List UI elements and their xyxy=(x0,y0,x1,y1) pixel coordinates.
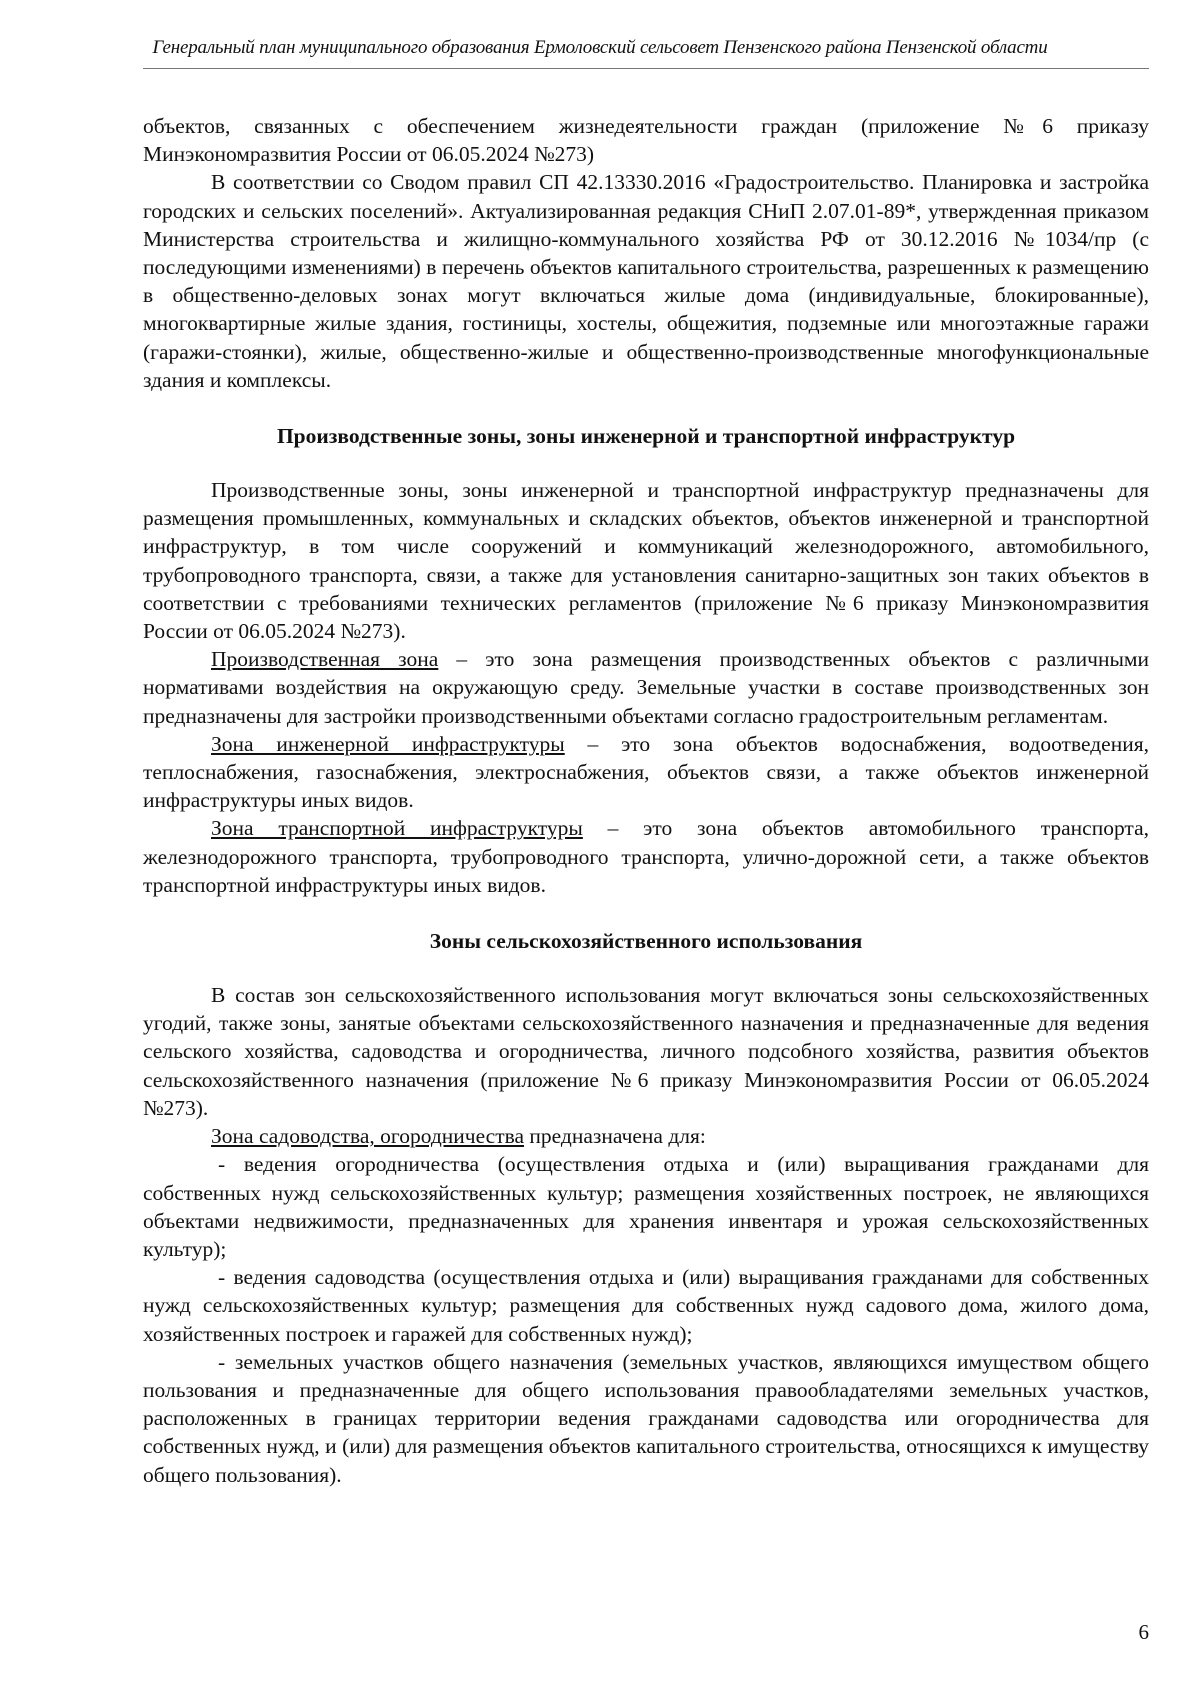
list-item: - ведения садоводства (осуществления отдыха и (или) выращивания гражданами для собственных нужд сельскохозяйственных культур; размещения для собственных нужд садового дома, жилого дома, хозяйственных построек и гаражей для собственных нужд); xyxy=(143,1265,1149,1346)
definition-text: предназначена для: xyxy=(524,1124,706,1149)
term-transport-zone: Зона транспортной инфраструктуры xyxy=(211,816,583,841)
paragraph-production-zone-definition xyxy=(143,645,1149,730)
paragraph-gardening-zone xyxy=(143,1122,1149,1150)
definition-text: – это зона размещения производственных объектов с различными нормативами воздействия на окружающую среду. Земельные участки в составе производственных зон предназначены для застройки производственными объектами согласно градостроительным регламентам. xyxy=(143,647,1150,728)
page-number: 6 xyxy=(1138,1620,1149,1644)
list-item: - ведения огородничества (осуществления отдыха и (или) выращивания гражданами для собственных нужд сельскохозяйственных культур; размещения хозяйственных построек, не являющихся объектами недвижимости, предназначенных для хранения инвентаря и урожая сельскохозяйственных культур); xyxy=(143,1152,1149,1261)
definition-text: – это зона объектов автомобильного транспорта, железнодорожного транспорта, трубопроводного транспорта, улично-дорожной сети, а также объектов транспортной инфраструктуры иных видов. xyxy=(143,816,1149,897)
running-header: Генеральный план муниципального образования Ермоловский сельсовет Пензенского района Пензенской области xyxy=(152,37,1048,58)
section-heading-agricultural-zones: Зоны сельскохозяйственного использования xyxy=(429,929,863,954)
paragraph-transport-zone-definition xyxy=(143,814,1149,899)
header-divider xyxy=(143,68,1149,69)
document-body xyxy=(143,112,1149,1489)
paragraph-continuation: объектов, связанных с обеспечением жизнедеятельности граждан (приложение №6 приказу Минэкономразвития России от 06.05.2024 №273) xyxy=(143,114,1149,167)
paragraph-engineering-zone-definition xyxy=(143,730,1149,815)
definition-text: – это зона объектов водоснабжения, водоотведения, теплоснабжения, газоснабжения, электроснабжения, объектов связи, а также объектов инженерной инфраструктуры иных видов. xyxy=(143,731,1149,813)
term-production-zone: Производственная зона xyxy=(211,647,439,672)
list-item: - земельных участков общего назначения (земельных участков, являющихся имуществом общего пользования и предназначенные для общего использования правообладателями земельных участков, расположенных в границах территории ведения гражданами садоводства или огородничества для собственных нужд, и (или) для размещения объектов капитального строительства, относящихся к имуществу общего пользования). xyxy=(143,1349,1149,1487)
paragraph-agricultural-zones: В состав зон сельскохозяйственного использования могут включаться зоны сельскохозяйственных угодий, также зоны, занятые объектами сельскохозяйственного назначения и предназначенные для ведения сельского хозяйства, садоводства и огородничества, личного подсобного хозяйства, развития объектов сельскохозяйственного назначения (приложение №6 приказу Минэкономразвития России от 06.05.2024 №273). xyxy=(143,983,1149,1120)
term-engineering-zone: Зона инженерной инфраструктуры xyxy=(211,731,565,756)
paragraph-production-zones: Производственные зоны, зоны инженерной и транспортной инфраструктур предназначены для размещения промышленных, коммунальных и складских объектов, объектов инженерной и транспортной инфраструктур, в том числе сооружений и коммуникаций железнодорожного, автомобильного, трубопроводного транспорта, связи, а также для установления санитарно-защитных зон таких объектов в соответствии с требованиями технических регламентов (приложение №6 приказу Минэкономразвития России от 06.05.2024 №273). xyxy=(143,478,1149,644)
section-heading-production-zones: Производственные зоны, зоны инженерной и транспортной инфраструктур xyxy=(276,424,1016,449)
paragraph-sp-reference: В соответствии со Сводом правил СП 42.13330.2016 «Градостроительство. Планировка и застройка городских и сельских поселений». Актуализированная редакция СНиП 2.07.01-89*, утвержденная приказом Министерства строительства и жилищно-коммунального хозяйства РФ от 30.12.2016 №1034/пр (с последующими изменениями) в перечень объектов капитального строительства, разрешенных к размещению в общественно-деловых зонах могут включаться жилые дома (индивидуальные, блокированные), многоквартирные жилые здания, гостиницы, хостелы, общежития, подземные или многоэтажные гаражи (гаражи-стоянки), жилые, общественно-жилые и общественно-производственные многофункциональные здания и комплексы. xyxy=(143,170,1149,392)
term-gardening-zone: Зона садоводства, огородничества xyxy=(211,1124,525,1149)
